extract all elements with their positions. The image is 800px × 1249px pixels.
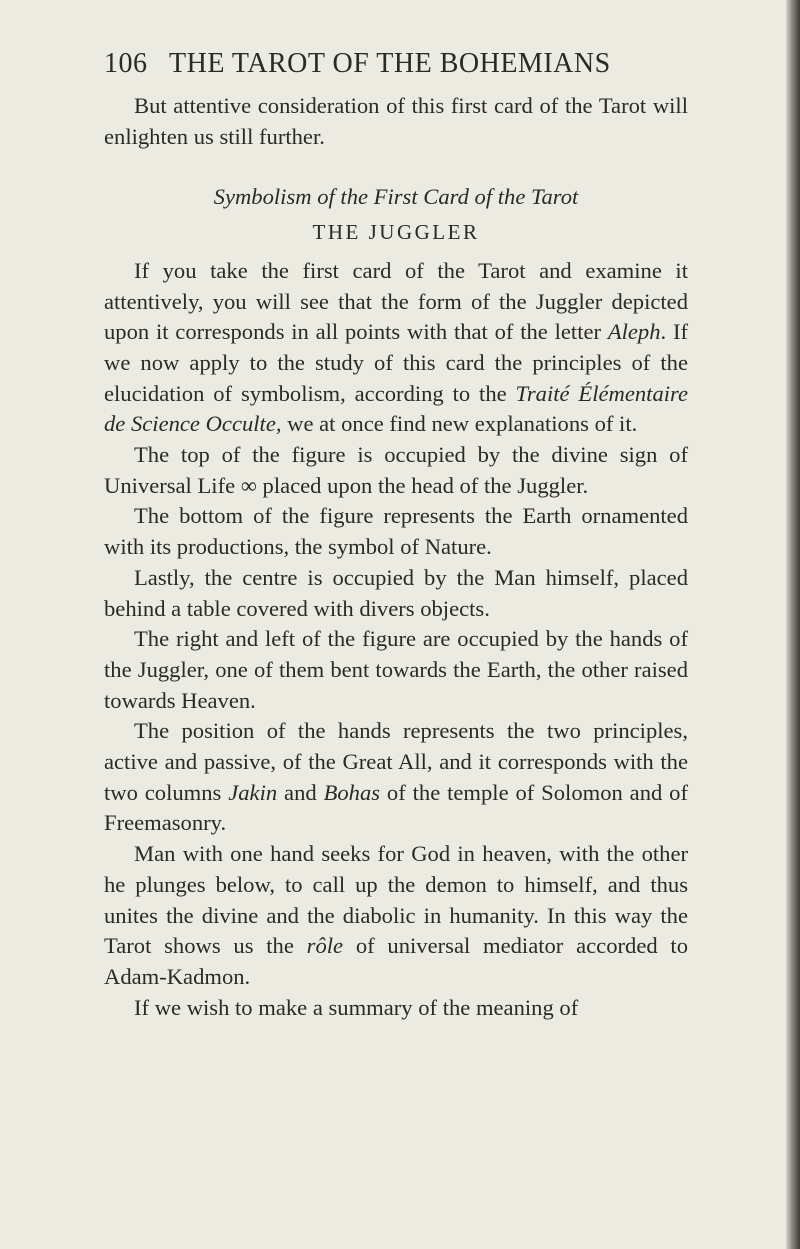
page-body (104, 91, 688, 1023)
running-header (104, 48, 688, 88)
paragraph-5: Lastly, the centre is occupied by the Man himself, placed behind a table covered with divers objects. (104, 564, 688, 621)
paragraph-7-and: and (277, 779, 324, 805)
page-number: 106 (104, 48, 148, 79)
aleph-term: Aleph (607, 319, 661, 345)
paragraph-8 (104, 839, 688, 993)
page-edge-shadow (786, 0, 800, 1249)
role-term: rôle (306, 933, 344, 959)
paragraph-8-text-a: Man with one hand seeks for God in heaven, with the other he plunges below, to call up the demon to himself, and thus unites the divine and the diabolic in humanity. In this way the Tarot shows us the (104, 841, 688, 959)
paragraph-2-text-b: . If we now apply to the study of this card the principles of the elucidation of symbolism, according to the (104, 319, 688, 406)
paragraph-4: The bottom of the figure represents the Earth ornamented with its productions, the symbol of Nature. (104, 503, 688, 560)
paragraph-1: But attentive consideration of this first card of the Tarot will enlighten us still further. (104, 93, 688, 149)
paragraph-2 (104, 256, 688, 440)
paragraph-9: If we wish to make a summary of the meaning of (134, 994, 579, 1020)
paragraph-2-text-c: we at once find new explanations of it. (281, 411, 638, 437)
paragraph-7 (104, 716, 688, 839)
paragraph-7-text-b: of the temple of Solomon and of Freemasonry. (104, 779, 688, 836)
paragraph-3: The top of the figure is occupied by the divine sign of Universal Life ∞ placed upon the head of the Juggler. (104, 442, 688, 498)
running-title: THE TAROT OF THE BOHEMIANS (169, 48, 611, 79)
section-title: Symbolism of the First Card of the Tarot (213, 184, 579, 210)
paragraph-2-text-a: If you take the first card of the Tarot and examine it attentively, you will see that the form of the Juggler depicted upon it corresponds in all points with that of the letter (104, 257, 688, 345)
paragraph-8-text-b: of universal mediator accorded to Adam-Kadmon. (104, 933, 688, 989)
section-subtitle: THE JUGGLER (312, 220, 480, 245)
jakin-term: Jakin (228, 779, 278, 805)
book-title: Traité Élémentaire de Science Occulte, (104, 380, 688, 437)
paragraph-6: The right and left of the figure are occupied by the hands of the Juggler, one of them bent towards the Earth, the other raised towards Heaven. (104, 626, 688, 713)
paragraph-7-text-a: The position of the hands represents the two principles, active and passive, of the Great All, and it corresponds with the two columns (104, 718, 688, 805)
bohas-term: Bohas (323, 779, 381, 805)
